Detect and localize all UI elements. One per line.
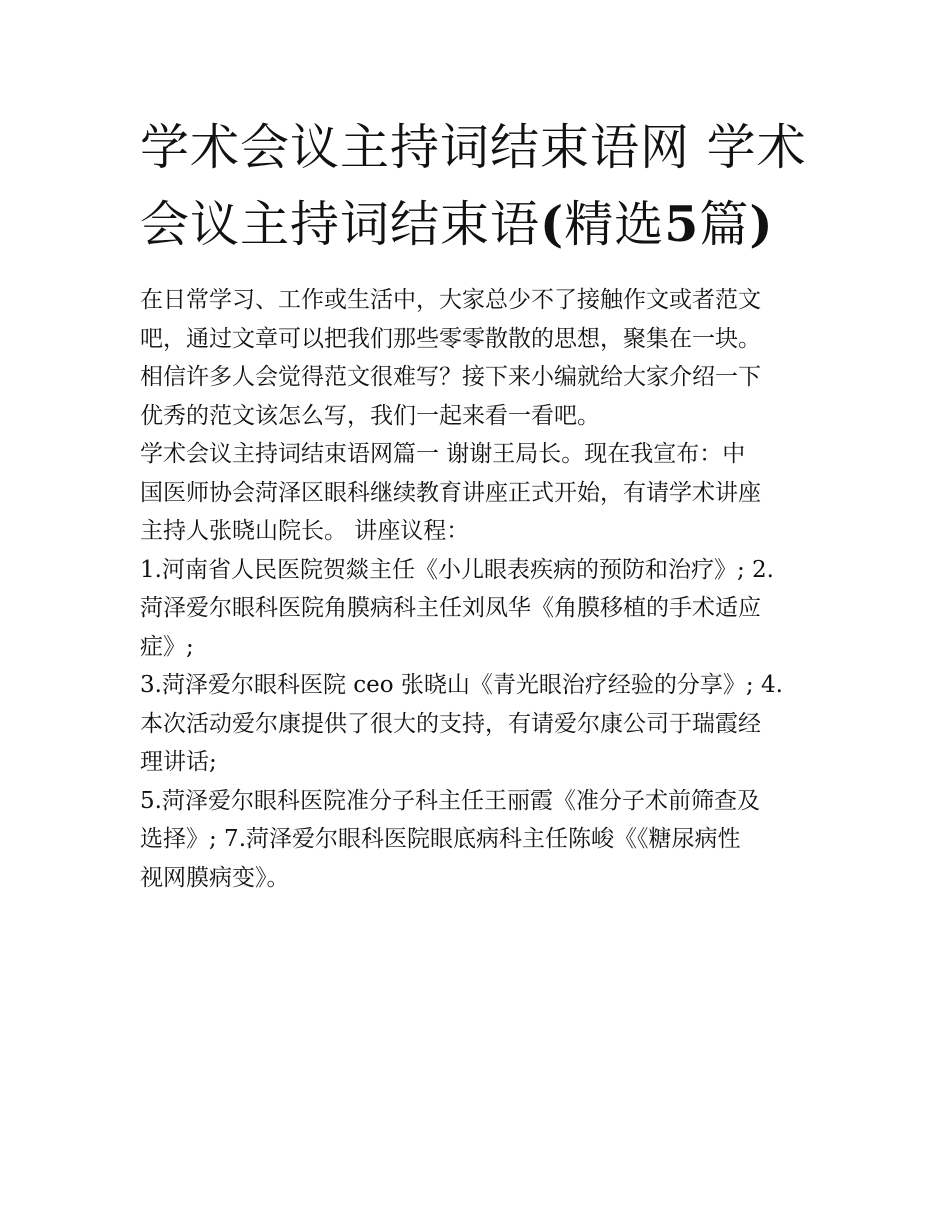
document-body	[140, 281, 820, 897]
document-title	[140, 110, 840, 263]
body-line: 主持人张晓山院长。 讲座议程：	[140, 518, 470, 544]
body-line: 在日常学习、工作或生活中，大家总少不了接触作文或者范文	[140, 287, 761, 313]
body-line: 菏泽爱尔眼科医院角膜病科主任刘凤华《角膜移植的手术适应	[140, 595, 761, 621]
body-line: 吧，通过文章可以把我们那些零零散散的思想，聚集在一块。	[140, 325, 761, 352]
title-number: 5	[664, 195, 700, 253]
body-line: 优秀的范文该怎么写，我们一起来看一看吧。	[140, 402, 600, 429]
body-line: 5.菏泽爱尔眼科医院准分子科主任王丽霞《准分子术前筛查及	[140, 787, 760, 814]
title-paren-open: (	[540, 195, 565, 253]
body-line: 理讲话;	[140, 749, 217, 775]
body-line: 选择》; 7.菏泽爱尔眼科医院眼底病科主任陈峻《《糖尿病性	[140, 826, 741, 852]
title-line-2-part-a: 会议主持词结束语	[140, 196, 541, 253]
body-line: 本次活动爱尔康提供了很大的支持，有请爱尔康公司于瑞霞经	[140, 710, 761, 737]
body-line: 相信许多人会觉得范文很难写？接下来小编就给大家介绍一下	[140, 364, 761, 390]
title-line-1: 学术会议主持词结束语网 学术	[140, 119, 807, 176]
body-line: 1.河南省人民医院贺燚主任《小儿眼表疾病的预防和治疗》; 2.	[140, 556, 774, 583]
body-line: 症》;	[140, 633, 194, 660]
body-line: 3.菏泽爱尔眼科医院 ceo 张晓山《青光眼治疗经验的分享》; 4.	[140, 672, 783, 698]
title-line-2-part-c: 精选	[564, 196, 665, 253]
title-paren-close: )	[749, 195, 774, 253]
body-line: 国医师协会菏泽区眼科继续教育讲座正式开始，有请学术讲座	[140, 479, 761, 506]
body-line: 视网膜病变》。	[140, 864, 290, 891]
body-line: 学术会议主持词结束语网篇一 谢谢王局长。现在我宣布：中	[140, 441, 746, 467]
title-line-2-part-e: 篇	[699, 196, 750, 253]
